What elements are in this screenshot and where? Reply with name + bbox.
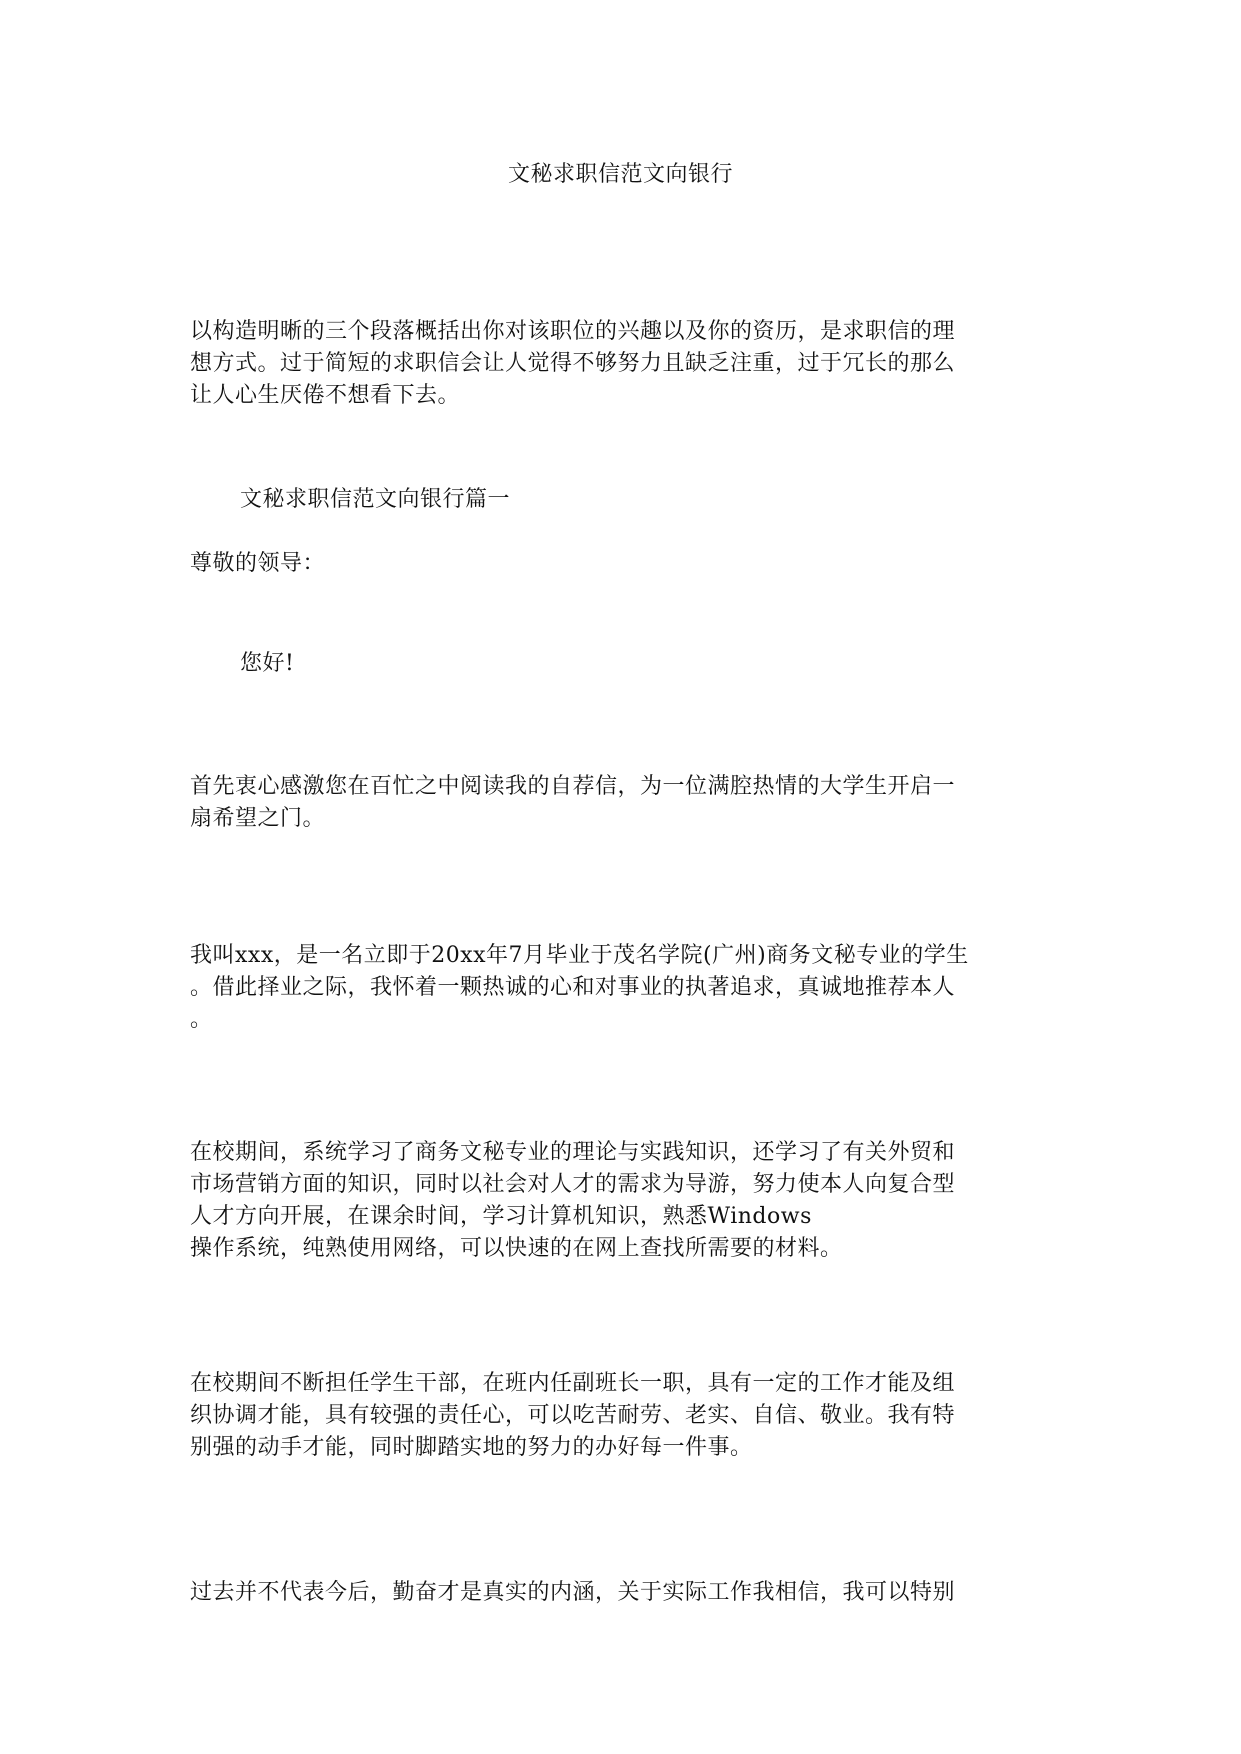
- paragraph-line: 别强的动手才能，同时脚踏实地的努力的办好每一件事。: [190, 1435, 753, 1460]
- section-heading: [240, 484, 1048, 516]
- paragraph-line: 在校期间不断担任学生干部，在班内任副班长一职，具有一定的工作才能及组: [190, 1371, 956, 1396]
- intro-line: 让人心生厌倦不想看下去。: [190, 383, 461, 408]
- body-paragraph-2: [190, 940, 1048, 1036]
- body-paragraph-4: [190, 1368, 1048, 1464]
- paragraph-line: 。借此择业之际，我怀着一颗热诚的心和对事业的执著追求，真诚地推荐本人: [190, 975, 956, 1000]
- body-paragraph-5: [190, 1577, 1048, 1609]
- greeting-text: 您好!: [240, 651, 295, 676]
- paragraph-line: 人才方向开展，在课余时间，学习计算机知识，熟悉Windows: [190, 1204, 812, 1229]
- paragraph-line: 操作系统，纯熟使用网络，可以快速的在网上查找所需要的材料。: [190, 1236, 843, 1261]
- paragraph-line: 在校期间，系统学习了商务文秘专业的理论与实践知识，还学习了有关外贸和: [190, 1140, 956, 1165]
- intro-line: 想方式。过于简短的求职信会让人觉得不够努力且缺乏注重，过于冗长的那么: [190, 351, 956, 376]
- paragraph-line: 首先衷心感激您在百忙之中阅读我的自荐信，为一位满腔热情的大学生开启一: [190, 774, 956, 799]
- section-heading-text: 文秘求职信范文向银行篇一: [240, 487, 511, 512]
- salutation-text: 尊敬的领导：: [190, 551, 326, 576]
- paragraph-line: 我叫xxx，是一名立即于20xx年7月毕业于茂名学院(广州)商务文秘专业的学生: [190, 943, 969, 968]
- body-paragraph-3: [190, 1137, 1048, 1265]
- paragraph-line: 过去并不代表今后，勤奋才是真实的内涵，关于实际工作我相信，我可以特别: [190, 1580, 956, 1605]
- paragraph-line: 织协调才能，具有较强的责任心，可以吃苦耐劳、老实、自信、敬业。我有特: [190, 1403, 956, 1428]
- paragraph-line: 市场营销方面的知识，同时以社会对人才的需求为导游，努力使本人向复合型: [190, 1172, 956, 1197]
- intro-paragraph: [190, 316, 1048, 412]
- intro-line: 以构造明晰的三个段落概括出你对该职位的兴趣以及你的资历，是求职信的理: [190, 319, 956, 344]
- body-paragraph-1: [190, 771, 1048, 835]
- document-title: 文秘求职信范文向银行: [507, 162, 733, 187]
- paragraph-line: 。: [190, 1007, 213, 1032]
- salutation: [190, 548, 1048, 580]
- greeting: [240, 648, 1048, 680]
- paragraph-line: 扇希望之门。: [190, 806, 326, 831]
